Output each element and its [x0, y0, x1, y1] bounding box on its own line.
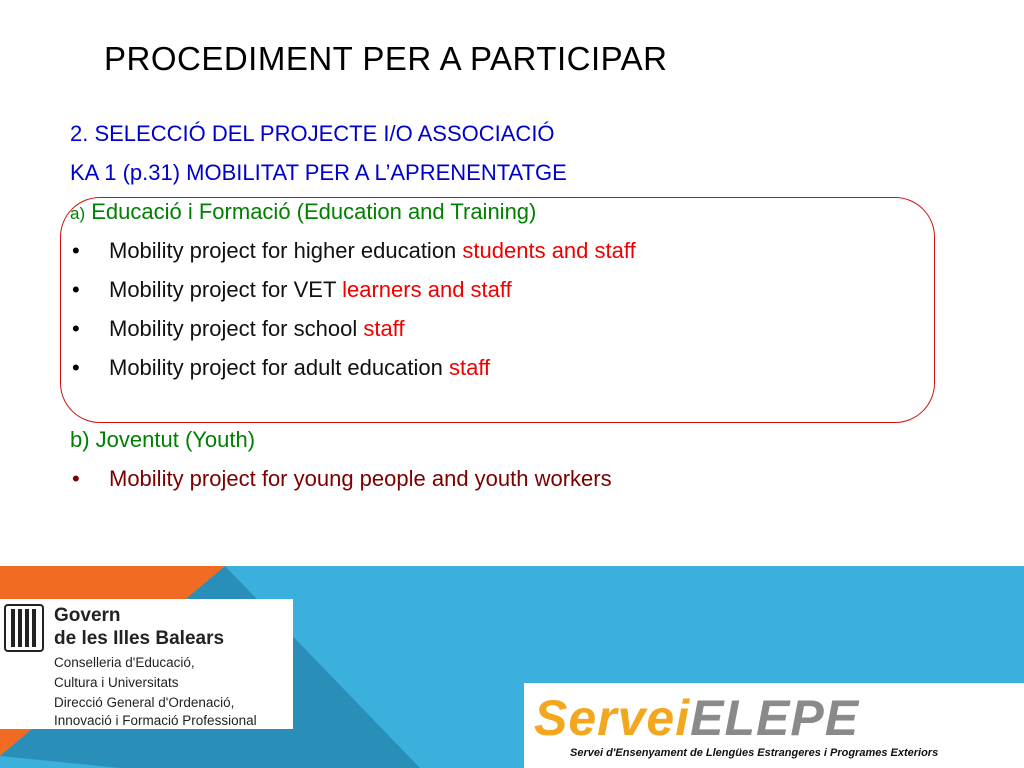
- bullet-text: Mobility project for adult education: [109, 355, 449, 380]
- bullet-highlight: staff: [448, 355, 491, 380]
- elepe-subtitle: Servei d'Ensenyament de Llengües Estrangeres i Programes Exteriors: [570, 747, 939, 759]
- govern-line: Cultura i Universitats: [54, 675, 179, 690]
- govern-subtitle: de les Illes Balears: [54, 628, 225, 649]
- section-a-box: [60, 197, 935, 423]
- servei-elepe-logo: [534, 689, 859, 747]
- ka1-heading: KA 1 (p.31) MOBILITAT PER A L’APRENENTATGE: [70, 160, 567, 185]
- bullet-icon: •: [72, 277, 80, 302]
- govern-line: Innovació i Formació Professional: [54, 713, 257, 728]
- govern-line: Conselleria d'Educació,: [54, 655, 195, 670]
- bullet-icon: •: [72, 466, 80, 491]
- bullet-icon: •: [72, 355, 80, 380]
- govern-logo-block: [0, 599, 293, 729]
- selection-heading: 2. SELECCIÓ DEL PROJECTE I/O ASSOCIACIÓ: [70, 121, 555, 146]
- coat-of-arms-icon: [3, 603, 45, 653]
- section-a-prefix: a): [70, 204, 86, 223]
- bullet-highlight: staff: [363, 316, 405, 341]
- bullet-highlight: learners and staff: [342, 277, 512, 302]
- bullet-icon: •: [72, 316, 80, 341]
- logo-servei: Servei: [534, 690, 691, 746]
- slide-title: PROCEDIMENT PER A PARTICIPAR: [104, 40, 668, 77]
- section-a-label: Educació i Formació (Education and Training): [91, 199, 537, 224]
- bullet-icon: •: [72, 238, 80, 263]
- govern-title: Govern: [54, 605, 121, 626]
- bullet-text: Mobility project for VET: [109, 277, 343, 302]
- section-b-heading: b) Joventut (Youth): [70, 427, 256, 452]
- bullet-text: Mobility project for higher education: [109, 238, 463, 263]
- bullet-text: Mobility project for school: [109, 316, 364, 341]
- bullet-highlight: students and staff: [462, 238, 636, 263]
- servei-elepe-logo-block: [524, 683, 1024, 768]
- bullet-text: Mobility project for young people and youth workers: [109, 466, 612, 491]
- govern-line: Direcció General d'Ordenació,: [54, 695, 235, 710]
- logo-elepe: ELEPE: [690, 690, 860, 746]
